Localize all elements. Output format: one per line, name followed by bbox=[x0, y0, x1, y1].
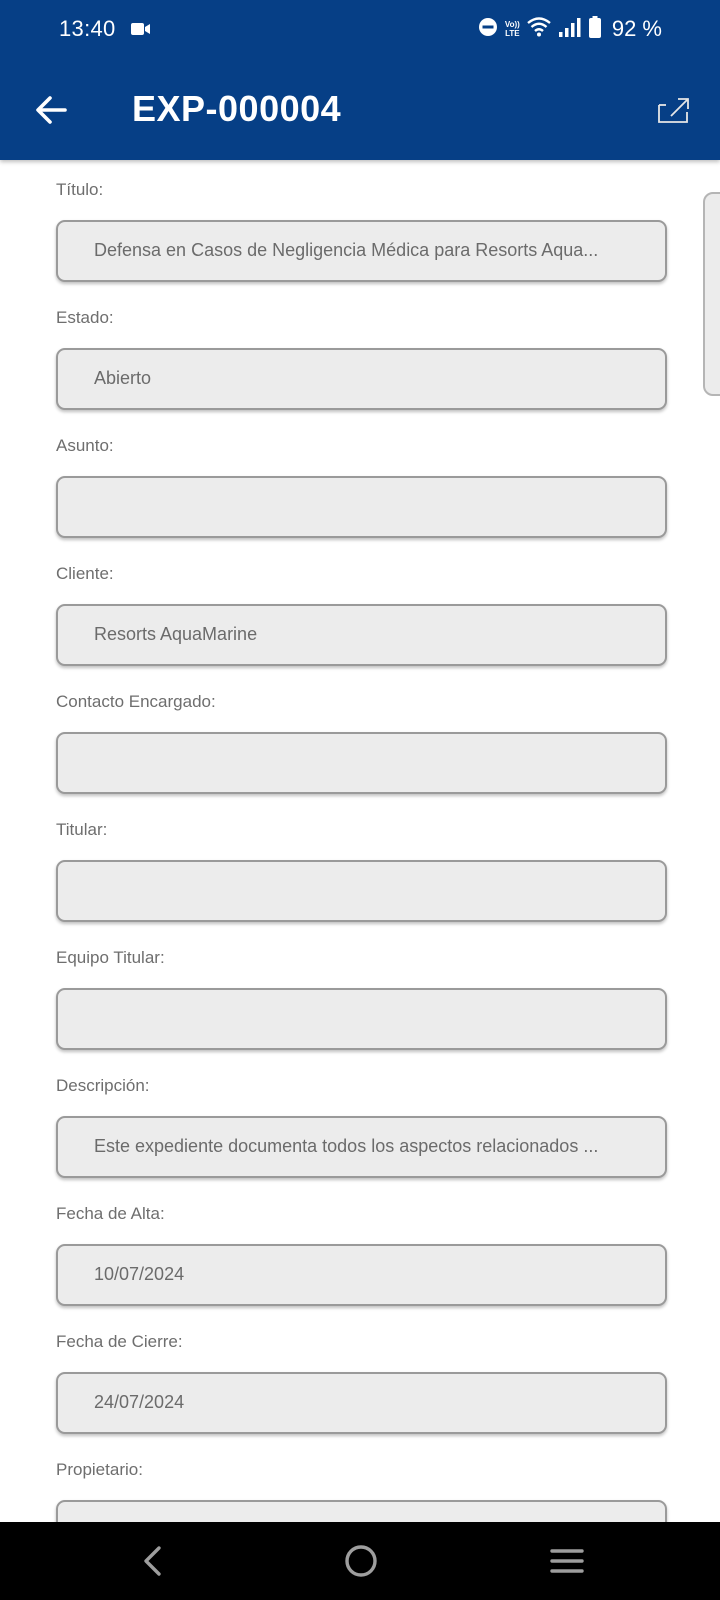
system-nav-bar bbox=[0, 1522, 720, 1600]
field-label: Fecha de Alta: bbox=[56, 1204, 165, 1223]
signal-icon bbox=[558, 17, 582, 42]
form-content bbox=[0, 160, 720, 1522]
open-external-icon bbox=[658, 97, 690, 123]
volte-top-text: Vo)) bbox=[504, 20, 520, 29]
field-label: Título: bbox=[56, 180, 104, 199]
asunto-input[interactable] bbox=[56, 476, 667, 538]
fecha-cierre-input[interactable] bbox=[56, 1372, 667, 1434]
descripcion-input[interactable] bbox=[56, 1116, 667, 1178]
fecha-alta-input[interactable] bbox=[56, 1244, 667, 1306]
status-bar bbox=[0, 0, 720, 60]
nav-back-icon bbox=[141, 1545, 163, 1577]
arrow-left-icon bbox=[35, 96, 67, 124]
scrollbar-thumb[interactable] bbox=[703, 192, 720, 396]
field-label: Descripción: bbox=[56, 1076, 150, 1095]
field-value: 10/07/2024 bbox=[94, 1264, 185, 1284]
nav-home-button[interactable] bbox=[336, 1536, 386, 1586]
page-title: EXP-000004 bbox=[132, 88, 342, 129]
field-value: Abierto bbox=[94, 368, 152, 388]
field-label: Titular: bbox=[56, 820, 108, 839]
contacto-encargado-input[interactable] bbox=[56, 732, 667, 794]
volte-bottom-text: LTE bbox=[505, 29, 520, 38]
nav-back-button[interactable] bbox=[127, 1536, 177, 1586]
field-label: Cliente: bbox=[56, 564, 114, 583]
video-camera-icon bbox=[131, 22, 151, 41]
field-label: Propietario: bbox=[56, 1460, 143, 1479]
back-button[interactable] bbox=[26, 85, 76, 135]
propietario-input[interactable] bbox=[56, 1500, 667, 1522]
nav-home-icon bbox=[344, 1544, 378, 1578]
top-bar bbox=[0, 0, 720, 160]
titulo-input[interactable] bbox=[56, 220, 667, 282]
volte-icon bbox=[505, 20, 520, 38]
field-value: Defensa en Casos de Negligencia Médica para Resorts Aqua... bbox=[94, 240, 599, 260]
equipo-titular-input[interactable] bbox=[56, 988, 667, 1050]
do-not-disturb-icon bbox=[478, 17, 498, 42]
wifi-icon bbox=[527, 17, 551, 42]
field-value: 24/07/2024 bbox=[94, 1392, 185, 1412]
status-icons bbox=[478, 14, 662, 44]
estado-input[interactable] bbox=[56, 348, 667, 410]
open-external-button[interactable] bbox=[654, 90, 694, 130]
field-label: Asunto: bbox=[56, 436, 114, 455]
titular-input[interactable] bbox=[56, 860, 667, 922]
app-bar bbox=[0, 60, 720, 160]
field-value: Resorts AquaMarine bbox=[94, 624, 258, 644]
field-label: Fecha de Cierre: bbox=[56, 1332, 183, 1351]
field-label: Estado: bbox=[56, 308, 114, 327]
battery-percent: 92 % bbox=[611, 16, 662, 41]
cliente-input[interactable] bbox=[56, 604, 667, 666]
battery-icon bbox=[589, 16, 601, 43]
nav-recents-icon bbox=[550, 1547, 584, 1575]
field-label: Equipo Titular: bbox=[56, 948, 165, 967]
status-time: 13:40 bbox=[59, 16, 116, 41]
nav-recents-button[interactable] bbox=[542, 1536, 592, 1586]
field-label: Contacto Encargado: bbox=[56, 692, 216, 711]
field-value: Este expediente documenta todos los aspectos relacionados ... bbox=[94, 1136, 599, 1156]
